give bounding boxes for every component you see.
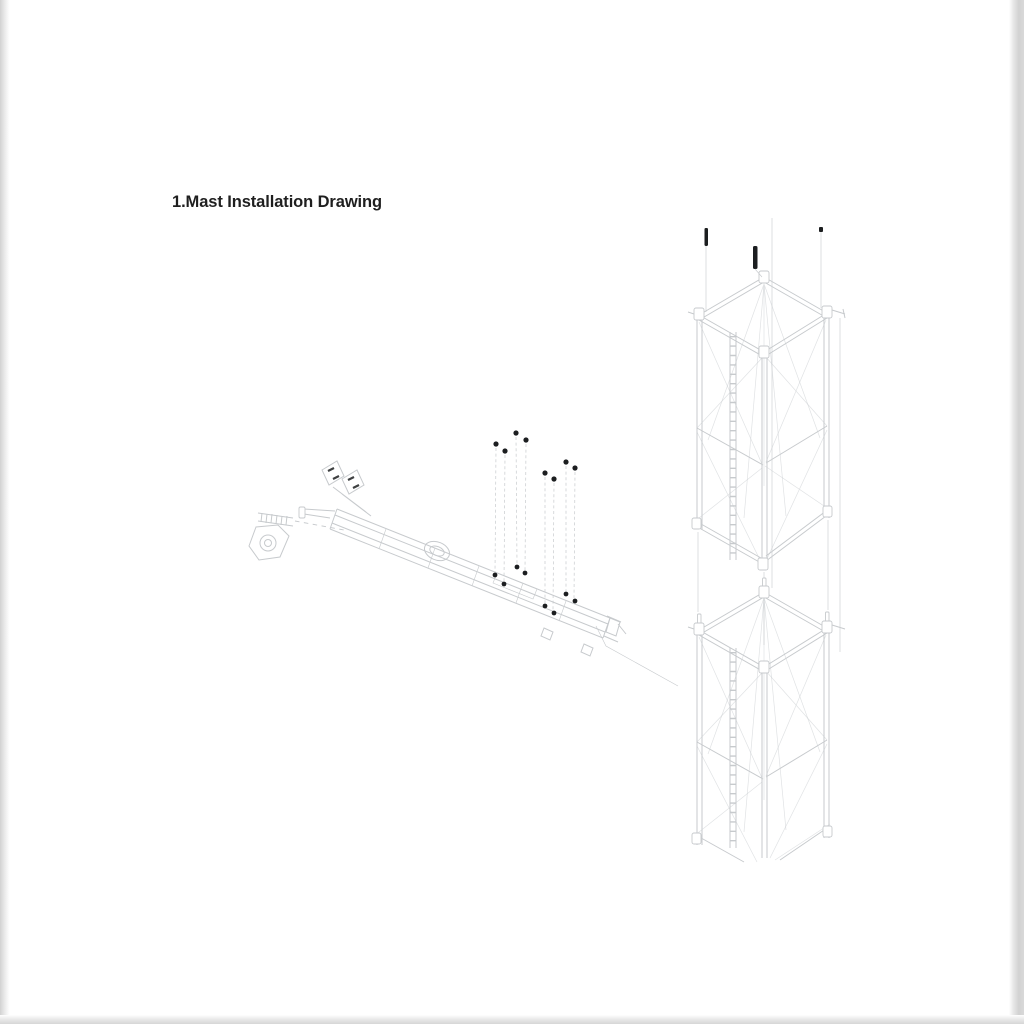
connection-pin [819, 227, 823, 232]
mast-lower-section [688, 578, 845, 862]
page-title: 1.Mast Installation Drawing [172, 193, 383, 211]
bolt-holes-on-beam [493, 565, 578, 616]
connection-pin-leaders [705, 218, 841, 652]
connection-pin [705, 228, 709, 246]
connection-pin [753, 246, 758, 269]
tie-beam [299, 507, 626, 656]
assembly-leader-line [596, 626, 678, 686]
hinge-yoke [249, 525, 289, 560]
wall-plates [322, 461, 371, 516]
anchor-frame-assembly [249, 461, 678, 686]
bolt-heads [493, 430, 577, 481]
